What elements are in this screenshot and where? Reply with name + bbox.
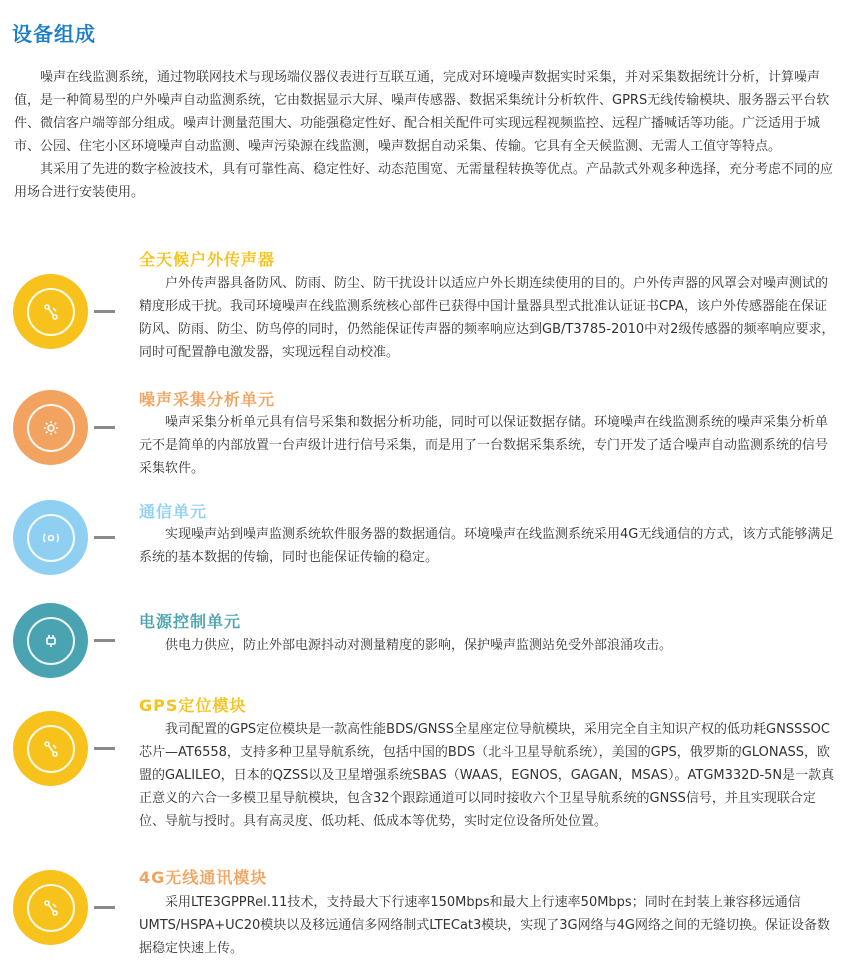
section-body: 供电力供应，防止外部电源抖动对测量精度的影响，保护噪声监测站免受外部浪涌攻击。 [165,638,673,653]
section-body: 实现噪声站到噪声监测系统软件服务器的数据通信。环境噪声在线监测系统采用4G无线通信的方式，该方式能够满足系统的基本数据的传输，同时也能保证传输的稳定。 [139,527,834,565]
connector-dash [94,747,115,750]
section-body: 采用LTE3GPPRel.11技术，支持最大下行速率150Mbps和最大上行速率50Mbps；同时在封装上兼容移远通信UMTS/HSPA+UC20模块以及移远通信多网络制式LTECat3模块，实现了3G网络与4G网络之间的无缝切换。保证设备数据稳定快速上传。 [139,895,830,956]
section-body: 我司配置的GPS定位模块是一款高性能BDS/GNSS全星座定位导航模块，采用完全自主知识产权的低功耗GNSSSOC芯片—AT6558，支持多种卫星导航系统，包括中国的BDS（北斗卫星导航系统），美国的GPS，俄罗斯的GLONASS，欧盟的GALILEO，日本的QZSS以及卫星增强系统SBAS（WAAS，EGNOS，GAGAN，MSAS）。ATGM332D-5N是一款真正意义的六合一多模卫星导航模块，包含32个跟踪通道可以同时接收六个卫星导航系统的GNSS信号，并且实现联合定位、导航与授时。具有高灵度、低功耗、低成本等优势，实时定位设备所处位置。 [139,722,835,829]
connector-dash [94,536,115,539]
section-icon-badge [13,870,88,945]
hinge-icon [41,302,61,322]
section-title: 通信单元 [139,502,208,521]
intro-paragraph: 噪声在线监测系统，通过物联网技术与现场端仪器仪表进行互联互通，完成对环境噪声数据实时采集，并对采集数据统计分析，计算噪声值，是一种简易型的户外噪声自动监测系统，它由数据显示大屏、噪声传感器、数据采集统计分析软件、GPRS无线传输模块、服务器云平台软件、微信客户端等部分组成。噪声计测量范围大、功能强稳定性好、配合相关配件可实现远程视频监控、远程广播喊话等功能。广泛适用于城市、公园、住宅小区环境噪声自动监测、噪声污染源在线监测，噪声数据自动采集、传输。它具有全天候监测、无需人工值守等特点。 [14,70,830,154]
section-title: 噪声采集分析单元 [139,390,276,409]
intro-text [14,66,834,204]
section-body: 噪声采集分析单元具有信号采集和数据分析功能，同时可以保证数据存储。环境噪声在线监测系统的噪声采集分析单元不是简单的内部放置一台声级计进行信号采集，而是用了一台数据采集系统，专门开发了适合噪声自动监测系统的信号采集软件。 [139,415,829,476]
hinge-icon [41,898,61,918]
page-title: 设备组成 [12,22,96,46]
section-title: 电源控制单元 [139,612,242,631]
gear-icon [41,418,61,438]
section-icon-badge [13,603,88,678]
signal-icon [41,528,61,548]
connector-dash [94,639,115,642]
section-icon-badge [13,274,88,349]
connector-dash [94,906,115,909]
section-title: GPS定位模块 [139,696,247,715]
section-body: 户外传声器具备防风、防雨、防尘、防干扰设计以适应户外长期连续使用的目的。户外传声器的风罩会对噪声测试的精度形成干扰。我司环境噪声在线监测系统核心部件已获得中国计量器具型式批准认证证书CPA，该户外传感器能在保证防风、防雨、防尘、防鸟停的同时，仍然能保证传声器的频率响应达到GB/T3785-2010中对2级传感器的频率响应要求，同时可配置静电激发器，实现远程自动校准。 [139,276,835,360]
section-icon-badge [13,711,88,786]
section-icon-badge [13,500,88,575]
hinge-icon [41,739,61,759]
section-icon-badge [13,390,88,465]
intro-paragraph: 其采用了先进的数字检波技术，具有可靠性高、稳定性好、动态范围宽、无需量程转换等优点。产品款式外观多种选择，充分考虑不同的应用场合进行安装使用。 [14,162,834,200]
section-title: 全天候户外传声器 [139,250,276,269]
connector-dash [94,310,115,313]
connector-dash [94,426,115,429]
section-title: 4G无线通讯模块 [139,868,268,887]
power-plug-icon [41,631,61,651]
